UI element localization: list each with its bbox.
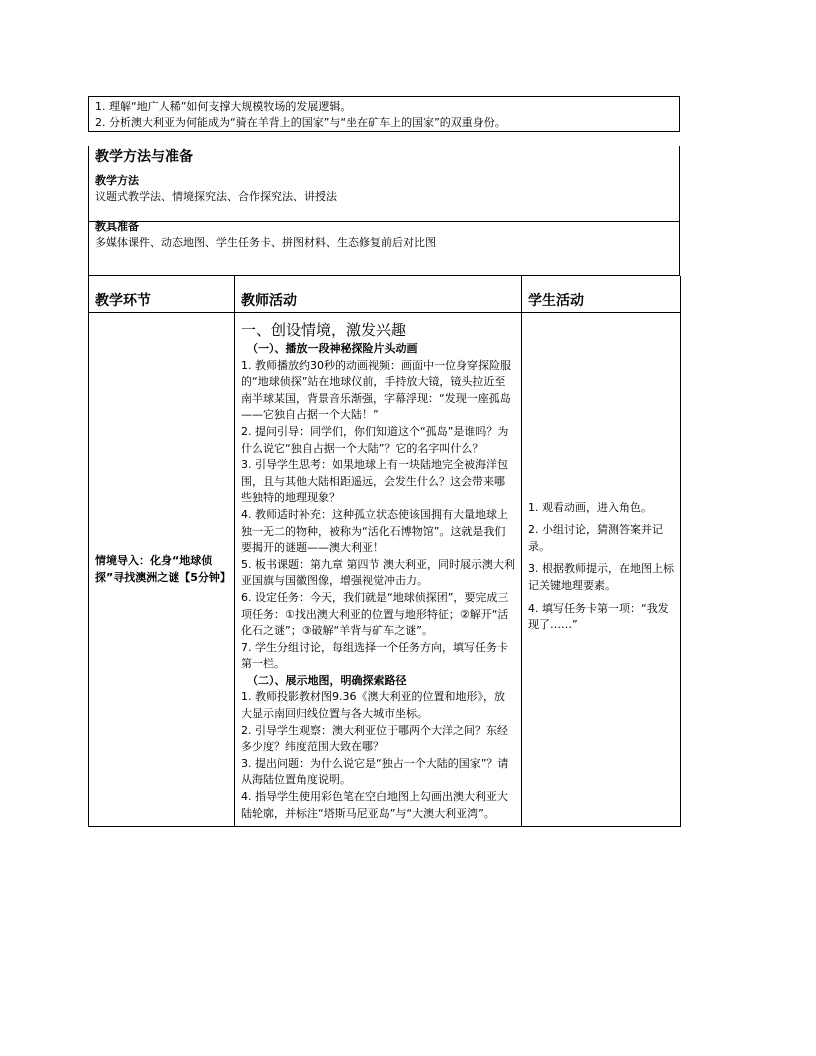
part1-item-2: 2. 提问引导：同学们，你们知道这个“孤岛”是谁吗？为什么说它“独自占据一个大陆”？它的名字叫什么？ <box>241 424 509 455</box>
table-row <box>89 313 681 827</box>
objectives-block <box>88 96 680 132</box>
lesson-plan-page <box>88 96 680 827</box>
part1-item-6: 6. 设定任务：今天，我们就是“地球侦探团”，要完成三项任务：①找出澳大利亚的位置与地形特征；②解开“活化石之谜”；③破解“羊背与矿车之谜”。 <box>241 590 509 638</box>
student-activity-cell <box>522 313 681 827</box>
header-teacher: 教师活动 <box>235 276 522 313</box>
method-section-heading: 教学方法与准备 <box>95 149 193 165</box>
divider <box>89 221 679 222</box>
part1-item-4: 4. 教师适时补充：这种孤立状态使该国拥有大量地球上独一无二的物种，被称为“活化石博物馆”。这就是我们要揭开的谜题——澳大利亚！ <box>241 507 508 555</box>
student-item-4: 4. 填写任务卡第一项：“我发现了……” <box>528 601 669 632</box>
part2-item-2: 2. 引导学生观察：澳大利亚位于哪两个大洋之间？东经多少度？纬度范围大致在哪？ <box>241 723 508 754</box>
student-item-2: 2. 小组讨论，猜测答案并记录。 <box>528 523 663 553</box>
methods-label: 教学方法 <box>95 174 139 187</box>
header-stage: 教学环节 <box>89 276 235 313</box>
part1-item-5: 5. 板书课题：第九章 第四节 澳大利亚，同时展示澳大利亚国旗与国徽图像，增强视觉冲击力。 <box>241 557 515 588</box>
part1-item-3: 3. 引导学生思考：如果地球上有一块陆地完全被海洋包围，且与其他大陆相距遥远，会发生什么？这会带来哪些独特的地理现象？ <box>241 458 508 505</box>
table-header-row <box>89 276 681 313</box>
objective-2: 2. 分析澳大利亚为何能成为“骑在羊背上的国家”与“坐在矿车上的国家”的双重身份。 <box>95 116 506 129</box>
tools-label: 教具准备 <box>95 220 139 233</box>
student-item-3: 3. 根据教师提示，在地图上标记关键地理要素。 <box>528 562 674 592</box>
part2-item-1: 1. 教师投影教材图9.36《澳大利亚的位置和地形》，放大显示南回归线位置与各大城市坐标。 <box>241 690 505 721</box>
part2-title: （二）、展示地图，明确探索路径 <box>247 673 407 687</box>
part2-item-3: 3. 提出问题：为什么说它是“独占一个大陆的国家”？请从海陆位置角度说明。 <box>241 756 509 787</box>
objective-1: 1. 理解“地广人稀”如何支撑大规模牧场的发展逻辑。 <box>95 100 352 113</box>
header-student: 学生活动 <box>522 276 681 313</box>
part1-title: （一）、播放一段神秘探险片头动画 <box>247 342 418 355</box>
teacher-section-title: 一、创设情境，激发兴趣 <box>241 321 407 339</box>
part1-item-7: 7. 学生分组讨论，每组选择一个任务方向，填写任务卡第一栏。 <box>241 640 508 671</box>
methods-text: 议题式教学法、情境探究法、合作探究法、讲授法 <box>95 190 337 203</box>
teacher-activity-cell <box>235 313 522 827</box>
stage-cell: 情境导入：化身“地球侦探”寻找澳洲之谜【5分钟】 <box>89 313 235 827</box>
part2-item-4: 4. 指导学生使用彩色笔在空白地图上勾画出澳大利亚大陆轮廓，并标注“塔斯马尼亚岛”与“大澳大利亚湾”。 <box>241 790 508 820</box>
student-item-1: 1. 观看动画，进入角色。 <box>528 500 652 514</box>
method-section <box>88 146 680 276</box>
activity-table <box>88 276 681 827</box>
part1-item-1: 1. 教师播放约30秒的动画视频：画面中一位身穿探险服的“地球侦探”站在地球仪前，手持放大镜，镜头拉近至南半球某国，背景音乐渐强，字幕浮现：“发现一座孤岛——它独自占据一个大陆！” <box>241 358 511 422</box>
tools-text: 多媒体课件、动态地图、学生任务卡、拼图材料、生态修复前后对比图 <box>95 236 436 249</box>
